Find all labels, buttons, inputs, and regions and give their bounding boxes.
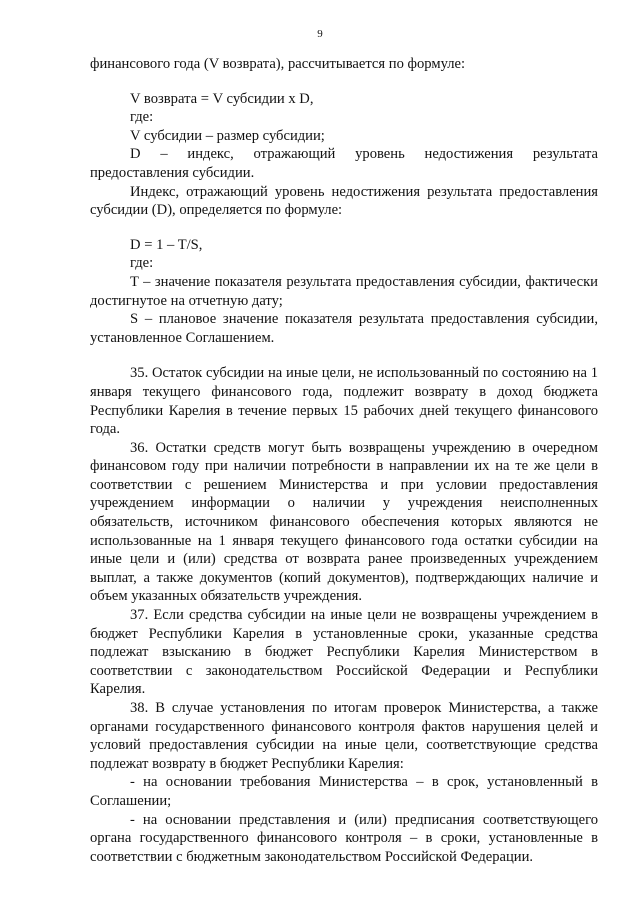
paragraph-35: 35. Остаток субсидии на иные цели, не использованный по состоянию на 1 января текущего финансового года, подлежит возврату в доход бюджета Республики Карелия в течение первых 15 рабочих дней текущего финансового года. xyxy=(90,365,598,438)
index-intro: Индекс, отражающий уровень недостижения результата предоставления субсидии (D), определяется по формуле: xyxy=(90,183,598,219)
page-number: 9 xyxy=(317,28,323,40)
formula-v-return: V возврата = V субсидии x D, xyxy=(130,90,314,107)
document-body xyxy=(90,55,598,866)
paragraph-37: 37. Если средства субсидии на иные цели не возвращены учреждением в бюджет Республики Карелия в установленные сроки, указанные средства подлежат взысканию в бюджет Республики Карелия Министерством в соответствии с законодательством Российской Федерации и Республики Карелия. xyxy=(90,607,598,698)
paragraph-38-item-2: - на основании представления и (или) предписания соответствующего органа государственного финансового контроля – в сроки, установленные в соответствии с бюджетным законодательством Российской Федерации. xyxy=(90,811,598,865)
where-label: где: xyxy=(130,255,154,272)
formula-d: D = 1 – T/S, xyxy=(130,236,203,253)
paragraph-38-item-1: - на основании требования Министерства – в срок, установленный в Соглашении; xyxy=(90,774,598,809)
definition-v-subsidy: V субсидии – размер субсидии; xyxy=(130,127,325,144)
definition-d: D – индекс, отражающий уровень недостижения результата предоставления субсидии. xyxy=(90,146,598,181)
definition-s: S – плановое значение показателя результата предоставления субсидии, установленное Соглашением. xyxy=(90,311,598,346)
paragraph-36: 36. Остатки средств могут быть возвращены учреждению в очередном финансовом году при наличии потребности в направлении их на те же цели в соответствии с решением Министерства и при условии предоставления учреждением информации о наличии у учреждения неисполненных обязательств, источником финансового обеспечения которых являются не использованные на 1 января текущего финансового года остатки субсидии на иные цели и (или) средства от возврата ранее произведенных учреждением выплат, а также документов (копий документов), подтверждающих наличие и объем указанных обязательств учреждения. xyxy=(90,439,598,605)
where-label: где: xyxy=(130,109,154,126)
definition-t: T – значение показателя результата предоставления субсидии, фактически достигнутое на отчетную дату; xyxy=(90,273,598,309)
paragraph-38: 38. В случае установления по итогам проверок Министерства, а также органами государственного финансового контроля фактов нарушения целей и условий предоставления субсидии на иные цели, соответствующие средства подлежат возврату в бюджет Республики Карелия: xyxy=(90,700,598,772)
intro-line: финансового года (V возврата), рассчитывается по формуле: xyxy=(90,56,466,72)
